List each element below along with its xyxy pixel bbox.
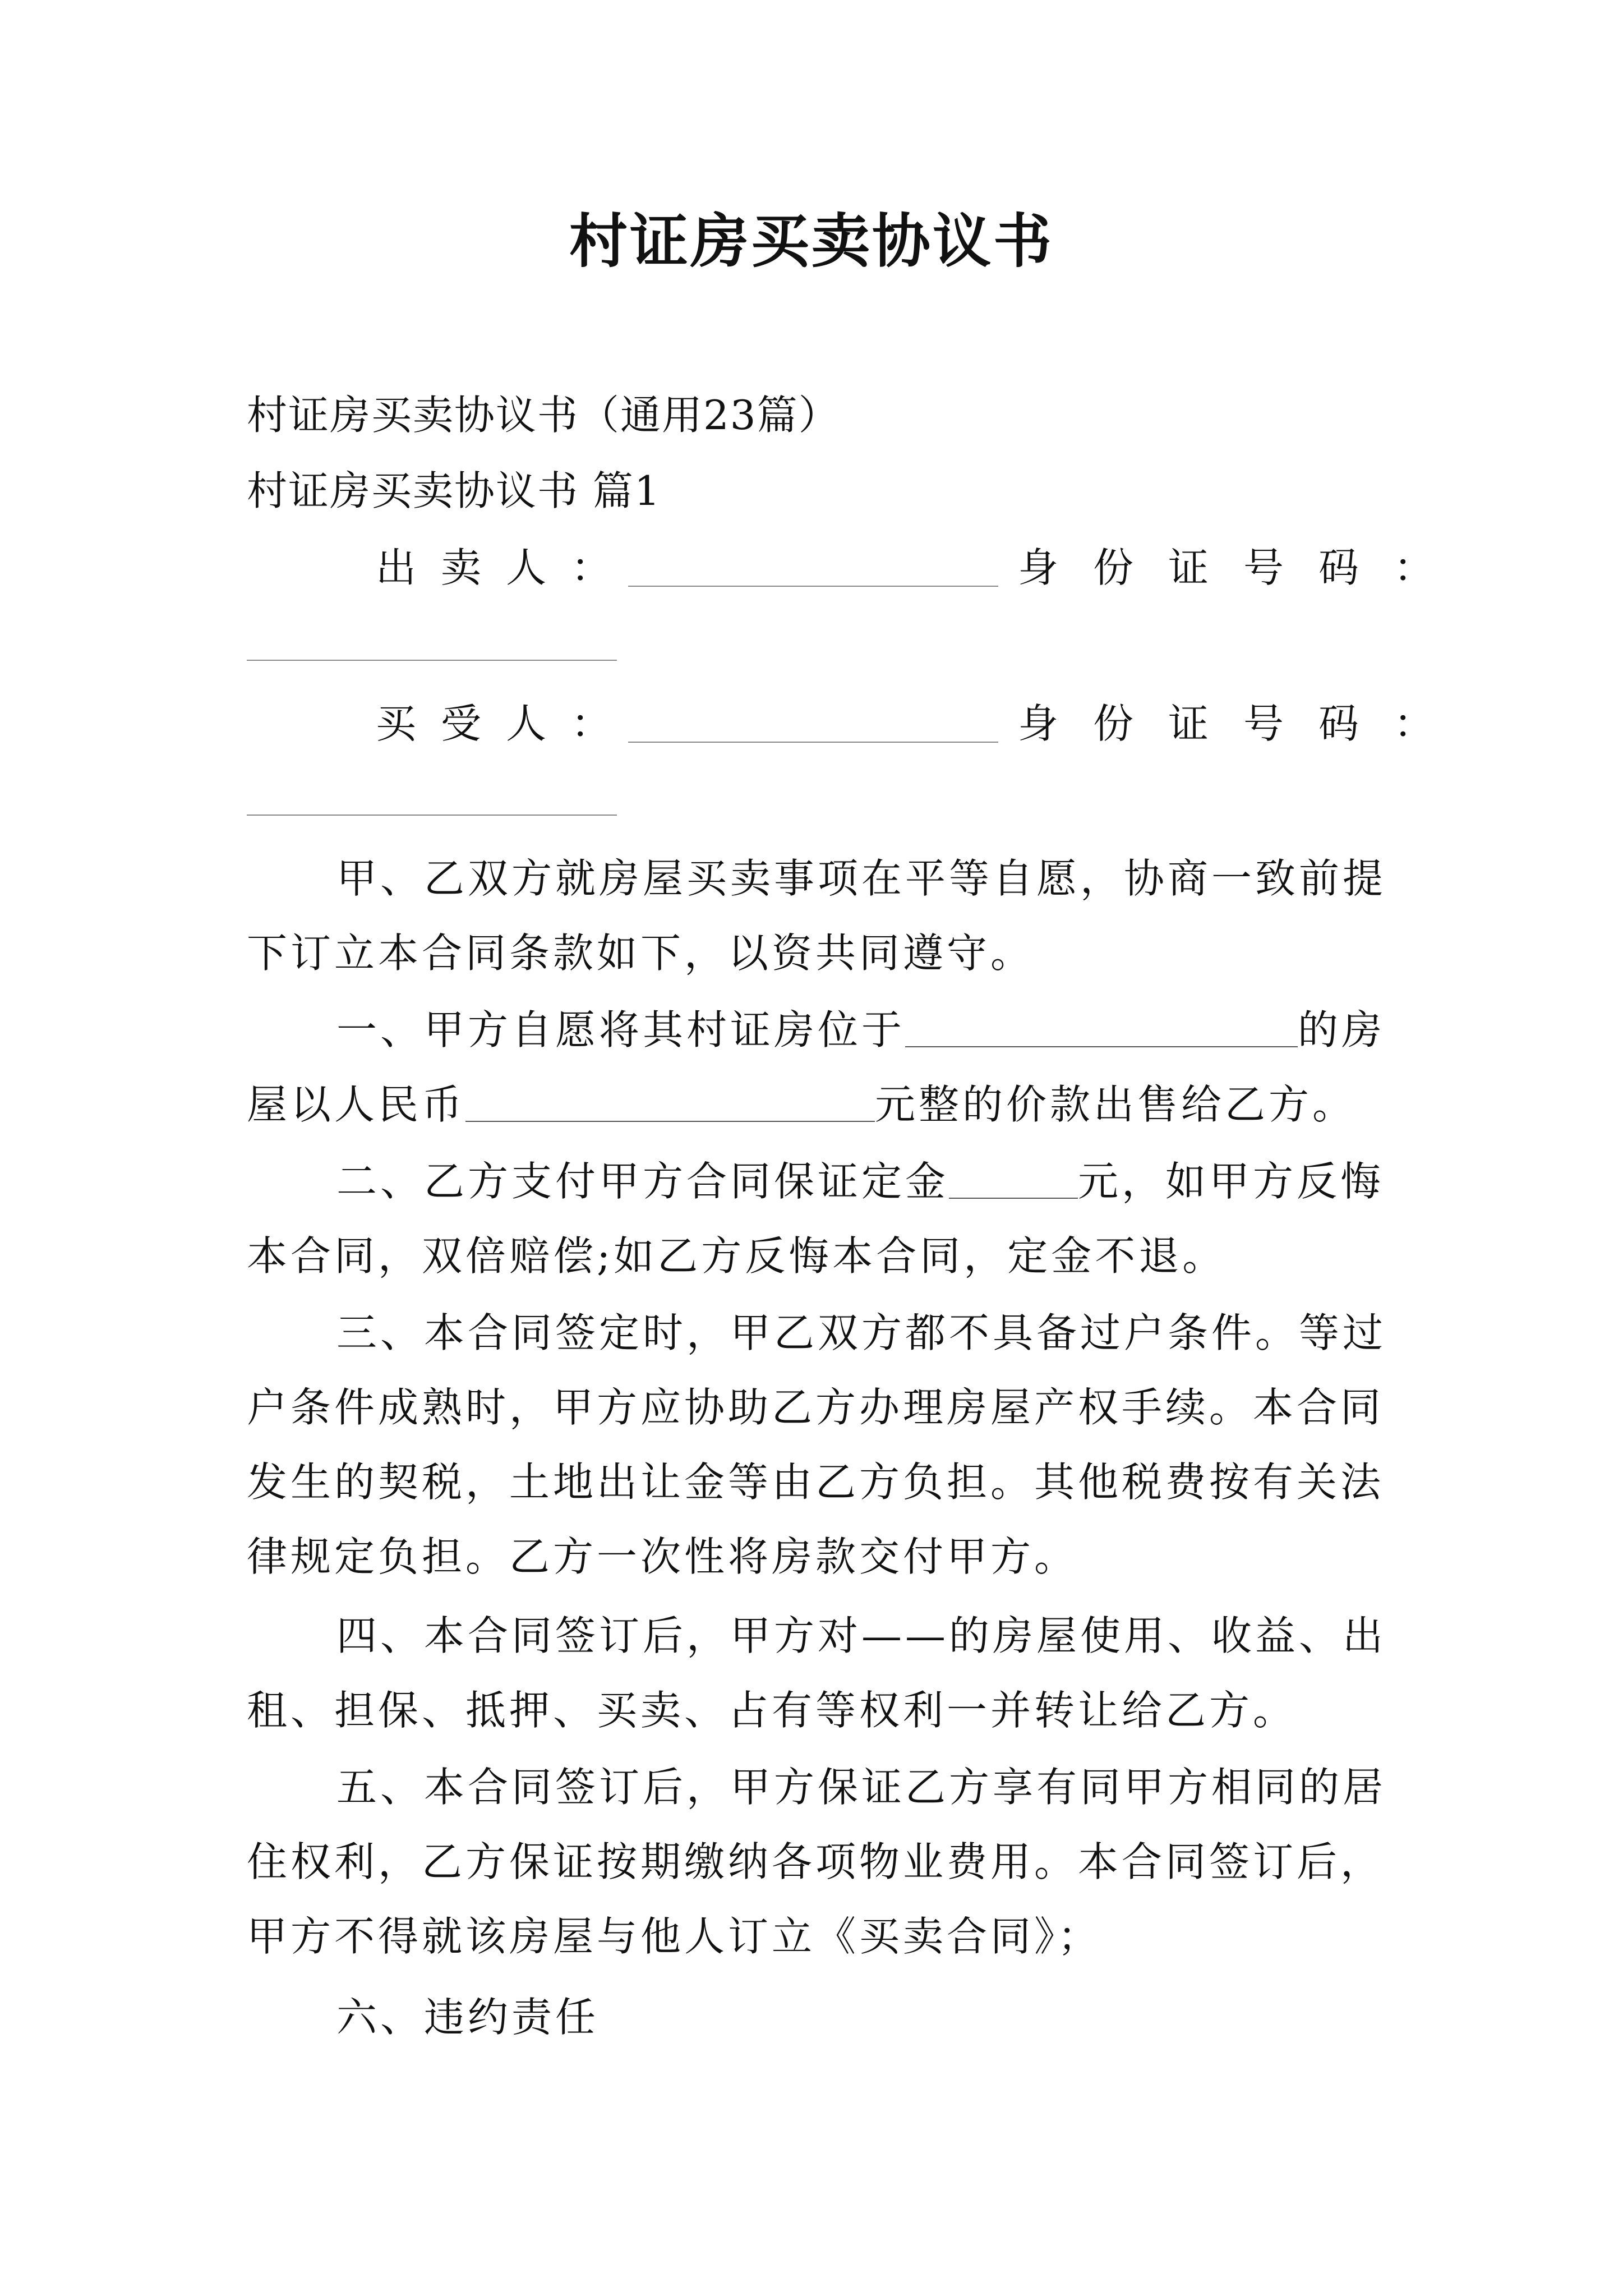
document-title: 村证房买卖协议书 bbox=[569, 206, 1054, 275]
clause-2-text-b: 元，如甲方反悔 bbox=[1078, 1158, 1385, 1205]
clause-4 bbox=[247, 1599, 1391, 1748]
document-subtitle: 村证房买卖协议书（通用23篇） bbox=[247, 392, 840, 439]
clause-5-line-3: 甲方不得就该房屋与他人订立《买卖合同》； bbox=[247, 1913, 1102, 1960]
clause-2-text-c: 本合同，双倍赔偿;如乙方反悔本合同，定金不退。 bbox=[247, 1232, 1227, 1280]
section-heading: 村证房买卖协议书 篇1 bbox=[247, 467, 661, 514]
clause-6 bbox=[247, 1980, 1391, 2055]
clause-1-text-a: 一、甲方自愿将其村证房位于 bbox=[336, 1006, 906, 1053]
seller-id-label: 身份证号码： bbox=[1018, 544, 1469, 591]
deposit-blank[interactable] bbox=[949, 1158, 1078, 1199]
clause-4-line-1: 四、本合同签订后，甲方对——的房屋使用、收益、出 bbox=[336, 1612, 1387, 1659]
seller-name-blank[interactable] bbox=[628, 586, 998, 587]
clause-2-text-a: 二、乙方支付甲方合同保证定金 bbox=[336, 1158, 949, 1205]
clause-1 bbox=[247, 993, 1391, 1142]
intro-line-1: 甲、乙双方就房屋买卖事项在平等自愿，协商一致前提 bbox=[336, 855, 1387, 902]
clause-6-heading: 六、违约责任 bbox=[336, 1994, 600, 2041]
clause-4-line-2: 租、担保、抵押、买卖、占有等权利一并转让给乙方。 bbox=[247, 1687, 1297, 1734]
clause-3 bbox=[247, 1296, 1391, 1594]
intro-paragraph bbox=[247, 841, 1391, 991]
buyer-label: 买受人： bbox=[376, 700, 637, 747]
buyer-id-blank[interactable] bbox=[247, 815, 617, 816]
clause-5 bbox=[247, 1750, 1391, 1974]
clause-1-text-b: 的房 bbox=[1298, 1006, 1386, 1053]
clause-3-line-3: 发生的契税，土地出让金等由乙方负担。其他税费按有关法 bbox=[247, 1458, 1385, 1506]
clause-5-line-2: 住权利，乙方保证按期缴纳各项物业费用。本合同签订后， bbox=[247, 1838, 1385, 1885]
seller-id-blank[interactable] bbox=[247, 660, 617, 661]
clause-2 bbox=[247, 1144, 1391, 1294]
intro-line-2: 下订立本合同条款如下，以资共同遵守。 bbox=[247, 930, 1035, 977]
clause-5-line-1: 五、本合同签订后，甲方保证乙方享有同甲方相同的居 bbox=[336, 1764, 1387, 1811]
location-blank[interactable] bbox=[905, 1007, 1298, 1047]
buyer-row bbox=[0, 696, 1623, 752]
clause-3-line-4: 律规定负担。乙方一次性将房款交付甲方。 bbox=[247, 1533, 1078, 1580]
clause-3-line-2: 户条件成熟时，甲方应协助乙方办理房屋产权手续。本合同 bbox=[247, 1384, 1385, 1431]
buyer-name-blank[interactable] bbox=[628, 742, 998, 743]
buyer-id-label: 身份证号码： bbox=[1018, 700, 1469, 747]
clause-3-line-1: 三、本合同签定时，甲乙双方都不具备过户条件。等过 bbox=[336, 1309, 1387, 1356]
price-blank[interactable] bbox=[465, 1082, 875, 1122]
seller-label: 出卖人： bbox=[376, 544, 637, 591]
seller-row bbox=[0, 540, 1623, 596]
clause-1-text-d: 元整的价款出售给乙方。 bbox=[875, 1081, 1357, 1128]
clause-1-text-c: 屋以人民币 bbox=[247, 1081, 466, 1128]
